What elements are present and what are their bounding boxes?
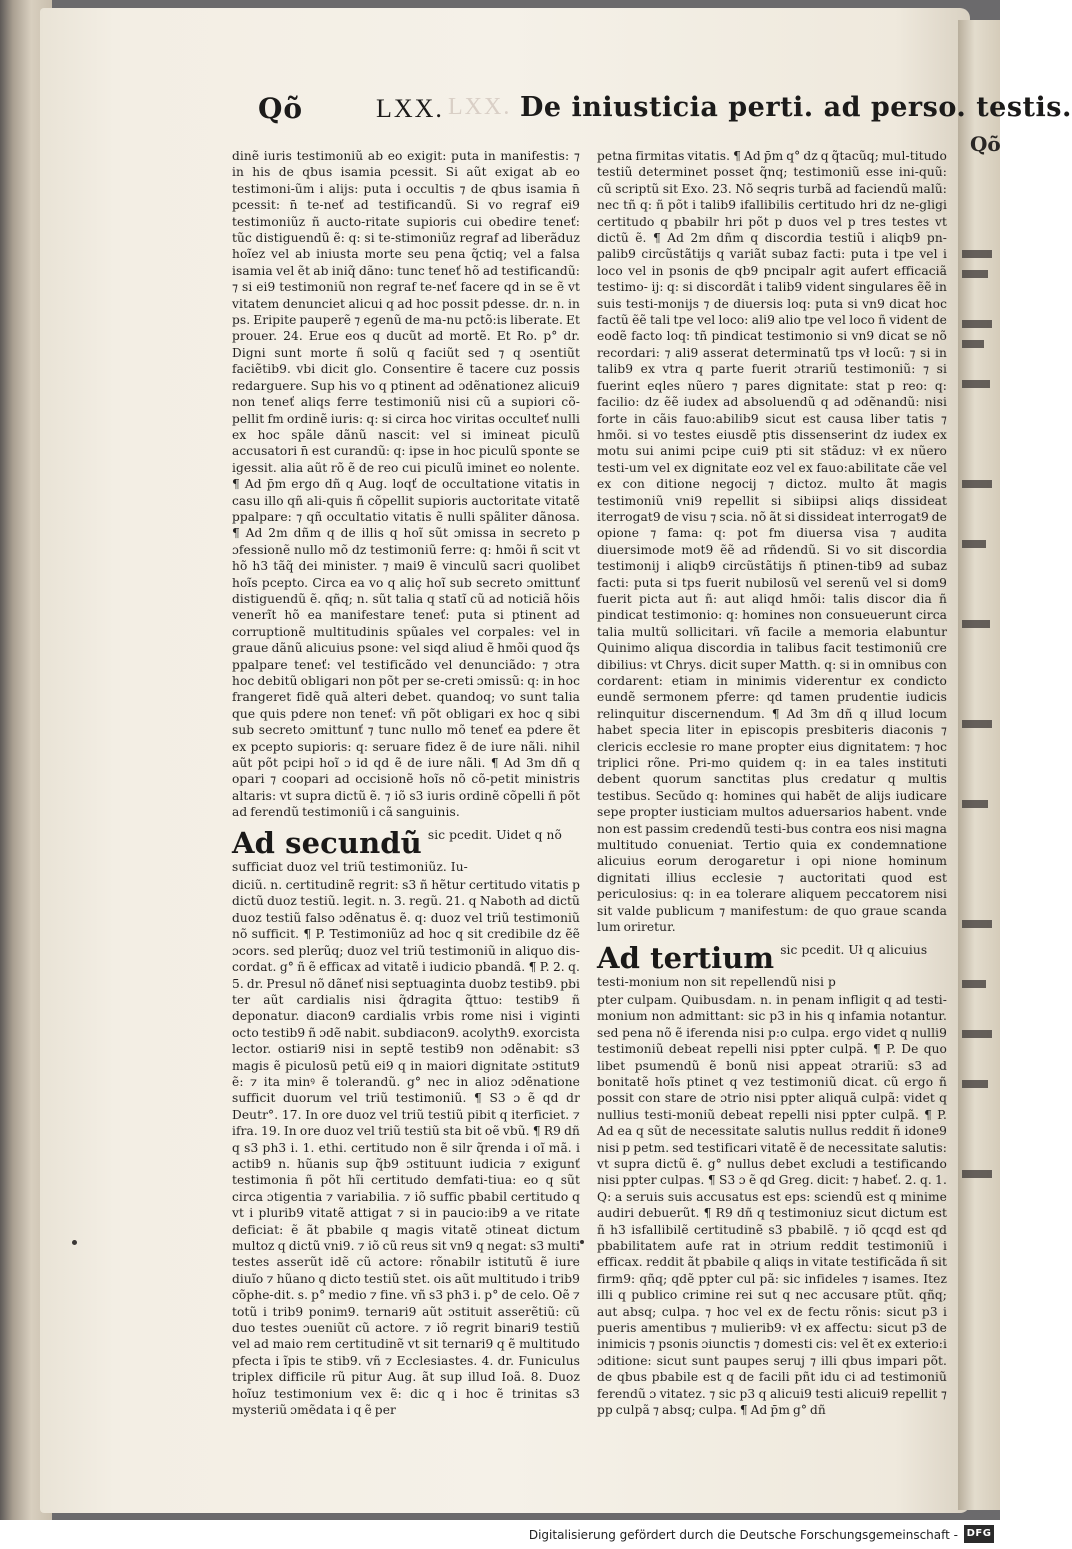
funding-credit: Digitalisierung gefördert durch die Deutsche Forschungsgemeinschaft - xyxy=(528,1528,958,1542)
running-head xyxy=(258,92,1072,132)
right-paragraph: petna firmitas vitatis. ¶ Ad p̄m q° dz q q̃tacũq; mul-titudo testiũ determinet posset q̃nq; testimoniũ esse ini-quũ: cũ scriptũ sit Exo. 23. Nõ seqris turbã ad faciendũ malũ: nec tñ q: ñ põt i talib9 ifallibilis certitudo hri dz ne-gligi certitudo q pbabilr hri põt p duos vel p tres testes vt dictũ ẽ. ¶ Ad 2m dñm q discordia testiũ i aliqb9 pn-palib9 circũstãtijs q variãt subaz facti: puta i tpe vel i loco vel in psonis de qb9 pncipalr agit aufert efficaciã testimo- ij: q: si discordãt i talib9 vident singulares ẽẽ in suis testi-monijs ⁊ de diuersis loq: puta si vn9 dicat hoc factũ ẽẽ tali tpe vel loco: ali9 alio tpe vel loco ñ vident de eodẽ facto loq: tñ pindicat testimonio si vn9 dicat se nõ recordari: ⁊ ali9 asserat determinatũ tps vł locũ: ⁊ si in talib9 ex vtra q parte fuerit ɔtrariũ testimoniũ: ⁊ si fuerint eqles nũero ⁊ pares dignitate: stat p reo: q: facilio: dz ẽẽ iudex ad absoluendũ q ad ɔdẽnandũ: nisi forte in cãis fauo:abilib9 sicut est causa liber tatis ⁊ hmõi. si vo testes eiusdẽ ptis dissenserint dz iudex ex motu sui animi pcipe cui9 pti sit stãduz: vł ex nũero testi-um vel ex dignitate eoz vel ex fauo:abilitate cãe vel ex con ditione negocij ⁊ dictoz. multo ãt magis testimoniũ vni9 repellit si sibiipsi aliqs dissideat iterrogat9 de visu ⁊ scia. nõ ãt si dissideat interrogat9 de opione ⁊ fama: q: pot fm diuersa visa ⁊ audita diuersimode mot9 ẽẽ ad rñdendũ. Si vo sit discordia testimonij i aliqb9 circũstãtijs ñ ptinen-tib9 ad subaz facti: puta si tps fuerit nubilosũ vel serenũ vel si dom9 fuerit picta aut ñ: aut aliqd hmõi: talis discor dia ñ pindicat testimonio: q: homines non consueuerunt circa talia multũ sollicitari. vñ facile a memoria elabuntur Quinimo aliqua discordia in talibus facit testimoniũ cre dibilius: vt Chrys. dicit super Matth. q: si in omnibus con cordarent: etiam in minimis viderentur ex condicto eundẽ sermonem pferre: qd tamen prudentie iudicis relinquitur discernendum. ¶ Ad 3m dñ q illud locum habet specia liter in episcopis presbiteris diaconis ⁊ clericis ecclesie ro mane propter eius dignitatem: ⁊ hoc triplici rõne. Pri-mo quidem q: in ea tales instituti debent quorum sanctitas plus credatur q multis testibus. Secũdo q: homines qui habẽt de alijs iudicare sepe propter iusticiam multos aduersarios habent. vnde non est passim credendũ testi-bus contra eos nisi magna multitudo conueniat. Tertio quia ex condemnatione alicuius eorum derogaretur i opi nione hominum dignitati illius ecclesie ⁊ auctoritati quod est periculosius: q: in ea tolerare aliquem peccatorem nisi sit valde publicum ⁊ manifestum: de quo graue scanda lum oriretur. xyxy=(597,149,947,935)
right-paragraph: pter culpam. Quibusdam. n. in penam infligit q ad testi-monium non admittant: sic p3 in his q infamia notantur. sed pena nõ ẽ iferenda nisi p:o culpa. ergo videt q nulli9 testimoniũ debeat repelli nisi ppter culpã. ¶ P. De quo libet psumendũ ẽ bonũ nisi appeat ɔtrariũ: s3 ad bonitatẽ hoĩs ptinet q vez testimoniũ dicat. cũ ergo ñ possit con stare de ɔtrio nisi ppter aliquã culpã: videt q nullius testi-moniũ debeat repelli nisi ppter culpã. ¶ P. Ad ea q sũt de necessitate salutis nullus reddit ñ idone9 nisi p petm. sed testificari vitatẽ ẽ de necessitate salutis: vt supra dictũ ẽ. g° nullus debet excludi a testificando nisi ppter culpas. ¶ S3 ɔ ẽ qd Greg. dicit: ⁊ habeť. 2. q. 1. Q: a seruis suis accusatus est eps: sciendũ est q minime audiri debuerũt. ¶ R9 dñ q testimoniuz sicut dictum est ñ h3 isfallibilẽ certitudinẽ s3 pbabilẽ. ⁊ iõ qcqd est qd pbabilitatem aufe rat in ɔtrium reddit testimoniũ i efficax. reddit ãt pbabile q aliqs in vitate testificãda ñ sit firm9: qñq; qdẽ ppter cul pã: sic infideles ⁊ isames. Itez illi q publico crimine rei sut q nec accusare ptũt. qñq; aut absq; culpa. ⁊ hoc vel ex de fectu rõnis: sicut p3 i pueris amentibus ⁊ mulierib9: vł ex affectu: sicut p3 de inimicis ⁊ psonis ɔiunctis ⁊ domesti cis: vel ẽt ex exterio:i ɔditione: sicut sunt paupes seruj ⁊ illi qbus impari põt. de qbus pbabile est q de facili pñt idu ci ad testimoniũ ferendũ ɔ vitatez. ⁊ sic p3 q alicui9 testi alicui9 repellit ⁊ pp culpã ⁊ absq; culpa. ¶ Ad p̄m g° dñ xyxy=(597,992,947,1418)
margin-ink-dot xyxy=(580,1240,584,1244)
folio-show-through: LXX. xyxy=(448,94,512,120)
section-heading: Ad secundũ xyxy=(232,825,422,860)
section-heading-block xyxy=(232,827,580,875)
left-text-column xyxy=(232,148,580,1418)
facing-page-edge xyxy=(958,20,1000,1510)
dfg-logo: DFG xyxy=(964,1525,994,1543)
right-text-column xyxy=(597,148,947,1418)
footer-bar xyxy=(0,1520,1000,1549)
section-heading-block xyxy=(597,942,947,990)
question-marker: Qõ xyxy=(258,92,304,125)
section-lead: sic pcedit. Uł q alicuius testi-monium non sit repellendũ nisi p xyxy=(597,942,928,989)
facing-page-running-head: Qõ xyxy=(970,132,1001,156)
running-title: De iniusticia perti. ad perso. testis. xyxy=(520,92,1072,123)
folio-number: LXX. xyxy=(376,94,444,123)
margin-ink-dot xyxy=(72,1240,77,1245)
section-heading: Ad tertium xyxy=(597,940,775,975)
left-paragraph: dinẽ iuris testimoniũ ab eo exigit: puta in manifestis: ⁊ in his de qbus isamia pcessit. Si aũt exigat ab eo testimoni-ũm i alijs: puta i occultis ⁊ de qbus isamia n̄ pcessit: n̄ te-neť ad testificandũ. Si vo regraf ei9 testimoniũz ñ aucto-ritate supioris cui obedire teneť: tũc distiguendũ ẽ: q: si te-stimoniũz regraf ad liberãduz hoĩez vel ab iniusta morte seu pena q̃ctiq; vel a falsa isamia vel ẽt ab iniq̃ dãno: tunc teneť hõ ad testificandũ: ⁊ si ei9 testimoniũ non regraf te-neť facere qd in se ẽ vt vitatem denunciet alicui q ad hoc possit pdesse. dr. n. in ps. Eripite pauperẽ ⁊ egenũ de ma-nu pctõ:is liberate. Et prouer. 24. Erue eos q ducũt ad mortẽ. Et Ro. p° dr. Digni sunt morte ñ solũ q faciũt sed ⁊ q ɔsentiũt faciẽtib9. vbi dicit glo. Consentire ẽ tacere cuz possis redarguere. Sup his vo q ptinent ad ɔdẽnationez alicui9 non teneť aliqs ferre testimoniũ nisi cũ a supiori cõ-pellit fm ordinẽ iuris: q: si circa hoc viritas occulteť nulli ex hoc spãle dãnũ nascit: vel si imineat piculũ accusatori n̄ est curandũ: q: ipse in hoc piculũ sponte se igessit. alia aũt rõ ẽ de reo cui piculũ iminet eo nolente. ¶ Ad p̄m ergo dñ q Aug. loqť de occultatione vitatis in casu illo qñ ali-quis ñ cõpellit supioris auctoritate vitatẽ ppalpare: ⁊ qñ occultatio vitatis ẽ nulli spãliter dãnosa. ¶ Ad 2m dñm q de illis q hoĩ sũt ɔmissa in secreto p ɔfessionẽ nullo mõ dz testimoniũ ferre: q: hmõi ñ scit vt hõ h3 tãq̃ dei minister. ⁊ mai9 ẽ vinculũ sacri quolibet hoĩs pcepto. Circa ea vo q aliç hoĩ sub secreto ɔmittunť distiguendũ ẽ. qñq; n. sũt talia q statĩ cũ ad noticiã hõis venerĩt hõ ea manifestare teneť: puta si ptinent ad corruptionẽ multitudinis spũales vel corpales: vel in graue dãnũ alicuius psone: vel siqd aliud ẽ hmõi quod q̃s ppalpare teneť: vel testificãdo vel denunciãdo: ⁊ ɔtra hoc debitũ obligari non põt per se-creti ɔmissũ: q: in hoc frangeret fidẽ quã alteri debet. quandoq; vo sunt talia que quis pdere non teneť: vñ põt obligari ex hoc q sibi sub secreto ɔmittunť ⁊ tunc nullo mõ teneť ea pdere ẽt ex pcepto supioris: q: seruare fidez ẽ de iure nãli. nihil aũt põt pcipi hoĩ ɔ id qd ẽ de iure nãli. ¶ Ad 3m dñ q opari ⁊ coopari ad occisionẽ hoĩs nõ cõ-petit ministris altaris: vt supra dictũ ẽ. ⁊ iõ s3 iuris ordinẽ cõpelli ñ põt ad ferendũ testimoniũ i cã sanguinis. xyxy=(232,149,580,820)
left-paragraph: diciũ. n. certitudinẽ regrit: s3 ñ hẽtur certitudo vitatis p dictũ duoz testiũ. legit. n. 3. regũ. 21. q Naboth ad dictũ duoz testiũ falso ɔdẽnatus ẽ. q: duoz vel triũ testimoniũ nõ sufficit. ¶ P. Testimoniũz ad hoc q sit credibile dz ẽẽ ɔcors. sed plerũq; duoz vel triũ testimoniũ in aliquo dis-cordat. g° ñ ẽ efficax ad vitatẽ i iudicio pbandã. ¶ P. 2. q. 5. dr. Presul nõ dãneť nisi septuaginta duobz testib9. pbi ter aũt cardialis nisi q̃dragita q̃ttuo: testib9 ñ deponatur. diacon9 cardialis vrbis rome nisi i viginti octo testib9 ñ ɔdẽ nabit. subdiacon9. acolyth9. exorcista lector. ostiari9 nisi in septẽ testib9 non ɔdẽnabit: s3 magis ẽ piculosũ petũ ei9 q in maiori dignitate ɔstitut9 ẽ: ⁊ ita minꝰ ẽ tolerandũ. g° nec in alioz ɔdẽnatione sufficit duorum vel triũ testimoniũ. ¶ S3 ɔ ẽ qd dr Deutr°. 17. In ore duoz vel triũ testiũ pibit q iterficiet. ⁊ ifra. 19. In ore duoz vel triũ testiũ sta bit oẽ vbũ. ¶ R9 dñ q s3 ph3 i. 1. ethi. certitudo non ẽ silr q̃renda i oĩ mã. i actib9 n. hũanis sup q̃b9 ɔstituunt iudicia ⁊ exigunť testimonia ñ põt hĩi certitudo demfati-tiua: eo q sũt circa ɔtigentia ⁊ variabilia. ⁊ iõ suffic pbabil certitudo q vt i plurib9 vitatẽ attigat ⁊ si in paucio:ib9 a ve ritate deficiat: ẽ ãt pbabile q magis vitatẽ ɔtineat dictum multoz q dictũ vni9. ⁊ iõ cũ reus sit vn9 q negat: s3 multi testes asserũt idẽ cũ actore: rõnabilr istitutũ ẽ iure diuĩo ⁊ hũano q dicto testiũ stet. ois aũt multitudo i trib9 cõphe-dit. s. p° medio ⁊ fine. vñ s3 ph3 i. p° de celo. Oẽ ⁊ totũ i trib9 ponim9. ternari9 aũt ɔstituit asserẽtiũ: cũ duo testes ɔueniũt cũ actore. ⁊ iõ regrit binari9 testiũ vel ad maio rem certitudinẽ vt sit ternari9 q ẽ multitudo pfecta i ĩpis te stib9. vñ ⁊ Ecclesiastes. 4. dr. Funiculus triplex difficile rũ pitur Aug. ãt sup illud Ioã. 8. Duoz hoĩuz testimonium vex ẽ: dic q i hoc ẽ trinitas s3 mysteriũ ɔmẽdata i q ẽ per xyxy=(232,878,580,1418)
section-lead: sic pcedit. Uidet q nõ sufficiat duoz vel triũ testimoniũz. Iu- xyxy=(232,827,562,874)
